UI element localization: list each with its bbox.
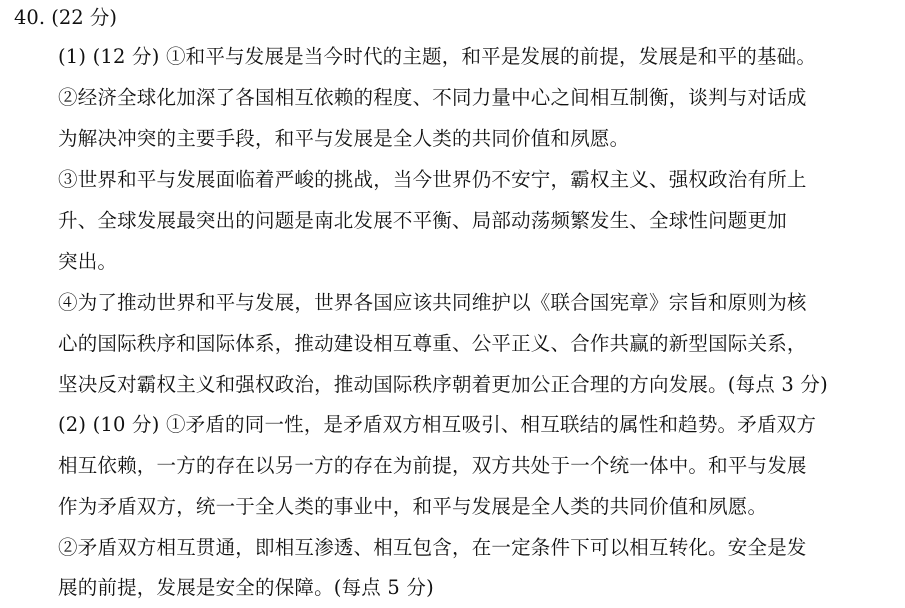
answer-line: 心的国际秩序和国际体系，推动建设相互尊重、公平正义、合作共赢的新型国际关系， [58, 332, 807, 355]
answer-line: (2) (10 分) ①矛盾的同一性，是矛盾双方相互吸引、相互联结的属性和趋势。矛盾双方 [58, 413, 817, 436]
answer-line: ②经济全球化加深了各国相互依赖的程度、不同力量中心之间相互制衡，谈判与对话成 [58, 86, 807, 109]
answer-line: ③世界和平与发展面临着严峻的挑战，当今世界仍不安宁，霸权主义、强权政治有所上 [58, 168, 807, 191]
answer-line: 为解决冲突的主要手段，和平与发展是全人类的共同价值和夙愿。 [58, 127, 630, 150]
answer-line: 突出。 [58, 250, 118, 273]
answer-line: 升、全球发展最突出的问题是南北发展不平衡、局部动荡频繁发生、全球性问题更加 [58, 209, 787, 232]
answer-line: 作为矛盾双方，统一于全人类的事业中，和平与发展是全人类的共同价值和夙愿。 [58, 495, 768, 518]
answer-line: (1) (12 分) ①和平与发展是当今时代的主题，和平是发展的前提，发展是和平的基础。 [58, 45, 817, 68]
answer-line: 展的前提，发展是安全的保障。(每点 5 分) [58, 576, 434, 599]
answer-line: 坚决反对霸权主义和强权政治，推动国际秩序朝着更加公正合理的方向发展。(每点 3 分) [58, 373, 828, 396]
question-number: 40. (22 分) [14, 6, 117, 29]
answer-line: ②矛盾双方相互贯通，即相互渗透、相互包含，在一定条件下可以相互转化。安全是发 [58, 536, 807, 559]
answer-line: 相互依赖，一方的存在以另一方的存在为前提，双方共处于一个统一体中。和平与发展 [58, 454, 807, 477]
answer-line: ④为了推动世界和平与发展，世界各国应该共同维护以《联合国宪章》宗旨和原则为核 [58, 291, 807, 314]
